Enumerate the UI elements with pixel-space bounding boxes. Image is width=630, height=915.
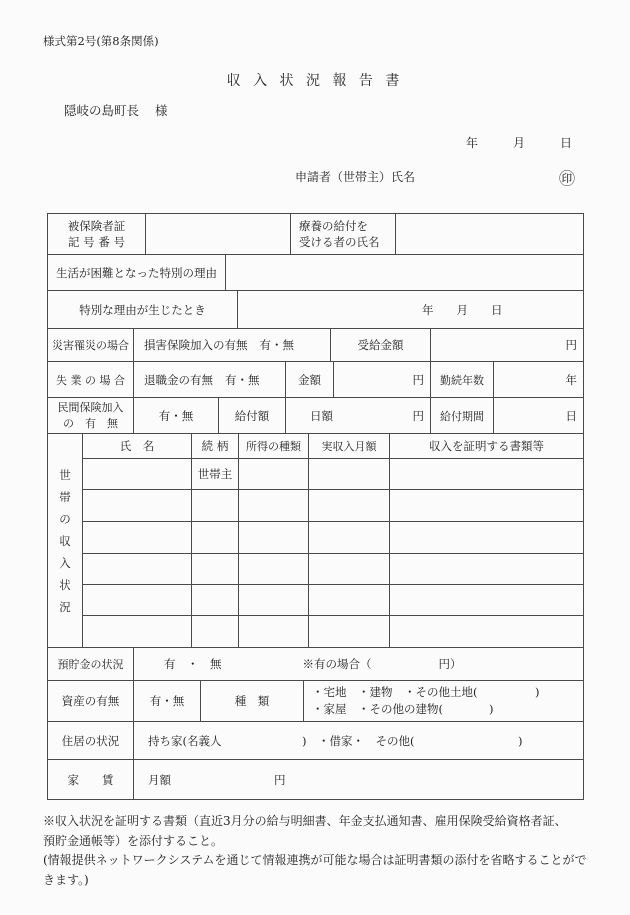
member-name-cell [83,585,191,615]
date-year-label: 年 [466,136,479,150]
reason-date-field [237,291,583,328]
member-row-5 [83,584,583,615]
tenure-unit: 年 [565,372,577,387]
member-relation-cell [191,554,238,584]
assets-type-field [303,681,583,721]
savings-options: 有 ・ 無 [164,657,222,671]
member-documents-cell [389,459,583,489]
household-header-row [83,434,583,458]
reason-date-day: 日 [491,302,503,317]
seal-mark-icon: ㊞ [559,169,576,188]
member-relation-cell [191,616,238,647]
severance-cell [133,362,285,397]
member-relation-cell [191,490,238,520]
member-monthly-income-cell [308,522,389,553]
member-monthly-income-cell [308,585,389,615]
member-name-cell [83,522,191,553]
form-table [47,213,584,800]
savings-label: 預貯金の状況 [57,658,124,671]
assets-type-label: 種 類 [200,681,303,721]
member-relation-cell [191,522,238,553]
disaster-insurance-options: 有・無 [259,338,294,352]
daily-amount-label: 日額 [310,408,333,423]
hardship-reason-field [225,255,583,290]
addressee-line [64,101,168,119]
tenure-label: 勤続年数 [430,362,493,397]
date-month-label: 月 [513,136,526,150]
severance-options: 有・無 [225,372,260,387]
member-relation-cell: 世帯主 [191,459,238,489]
footer-notes [43,812,603,890]
row-unemployment [48,361,583,397]
hardship-reason-label: 生活が困難となった特別の理由 [56,265,217,280]
reason-date-label: 特別な理由が生じたとき [79,302,206,317]
member-relation-cell [191,585,238,615]
row-insured-card [48,214,583,254]
member-name-cell [83,459,191,489]
assets-label: 資産の有無 [61,694,120,708]
member-income-type-cell [238,522,308,553]
row-disaster [48,328,583,361]
row-hardship-reason [48,254,583,290]
member-documents-cell [389,585,583,615]
row-savings [48,647,583,680]
footer-note-line1: ※収入状況を証明する書類（直近3月分の給与明細書、年金支払通知書、雇用保険受給資格者証、 [43,814,567,828]
savings-unit: 円） [438,657,462,671]
disaster-amount-field [430,329,583,361]
member-documents-cell [389,490,583,520]
member-row-6 [83,615,583,647]
disaster-insurance-cell [133,329,330,361]
member-income-type-cell [238,554,308,584]
private-insurance-options: 有・無 [133,398,218,433]
row-private-insurance [48,397,583,433]
addressee-name: 隠岐の島町長 [64,103,140,118]
member-name-cell [83,554,191,584]
member-monthly-income-cell [308,616,389,647]
care-recipient-field [395,214,583,254]
member-row-4 [83,553,583,584]
household-income-section [48,433,583,647]
rent-unit: 円 [274,772,286,787]
assets-type-line2: ・家屋 ・その他の建物( ) [312,702,494,716]
member-monthly-income-cell [308,459,389,489]
unemployment-label: 失 業 の 場 合 [56,373,125,387]
disaster-label: 災害罹災の場合 [52,339,129,352]
insured-card-number-field [145,214,290,254]
form-number: 様式第2号(第8条関係) [43,34,159,48]
tenure-field [493,362,583,397]
private-insurance-label: 民間保険加入 の 有 無 [57,400,124,430]
household-income-vertical-label: 世 帯 の 収 入 状 況 [59,467,71,614]
col-header-name: 氏 名 [119,439,155,454]
disaster-insurance-label: 損害保険加入の有無 [144,338,248,352]
row-reason-date [48,290,583,328]
disaster-amount-unit: 円 [565,338,577,352]
residence-label: 住居の状況 [61,733,120,748]
member-row-3 [83,521,583,553]
footer-note-line3: (情報提供ネットワークシステムを通じて情報連携が可能な場合は証明書類の添付を省略することがで [43,853,587,867]
row-rent [48,759,583,799]
member-documents-cell [389,554,583,584]
member-monthly-income-cell [308,490,389,520]
date-day-label: 日 [560,136,573,150]
member-income-type-cell [238,585,308,615]
reason-date-year: 年 [422,302,434,317]
footer-note-line2: 預貯金通帳等）を添付すること。 [43,833,224,848]
benefit-period-unit: 日 [565,408,577,423]
rent-field [133,760,583,799]
reason-date-month: 月 [456,302,468,317]
member-documents-cell [389,522,583,553]
page-title: 収 入 状 況 報 告 書 [226,73,404,89]
col-header-relation: 続 柄 [191,434,238,458]
severance-amount-field [333,362,430,397]
household-income-table [82,434,583,647]
daily-amount-cell [285,398,430,433]
applicant-name-label: 申請者（世帯主）氏名 [295,170,416,184]
residence-field: 持ち家(名義人 ) ・借家・ その他( ) [133,722,583,759]
member-row-1 [83,458,583,489]
savings-case-label: ※有の場合（ [302,657,372,671]
member-income-type-cell [238,459,308,489]
row-residence [48,721,583,759]
col-header-income-type: 所得の種類 [238,434,308,458]
member-name-cell [83,616,191,647]
rent-monthly-label: 月額 [148,772,171,787]
addressee-honorific: 様 [155,103,168,118]
insured-card-number-label: 被保険者証 記 号 番 号 [67,219,126,249]
severance-label: 退職金の有無 [144,372,213,387]
member-income-type-cell [238,616,308,647]
assets-options: 有・無 [133,681,200,721]
benefit-period-label: 給付期間 [430,398,493,433]
rent-label: 家 賃 [67,772,114,787]
col-header-documents: 収入を証明する書類等 [389,434,583,458]
row-assets [48,680,583,721]
member-documents-cell [389,616,583,647]
member-name-cell [83,490,191,520]
severance-amount-label: 金額 [285,362,333,397]
col-header-monthly-income: 実収入月額 [308,434,389,458]
severance-amount-unit: 円 [412,372,424,387]
benefit-period-field [493,398,583,433]
disaster-amount-label: 受給金額 [330,329,430,361]
member-income-type-cell [238,490,308,520]
care-recipient-label: 療養の給付を 受ける者の氏名 [290,214,395,254]
date-line [466,134,572,151]
daily-amount-unit: 円 [412,408,424,423]
member-monthly-income-cell [308,554,389,584]
assets-type-line1: ・宅地 ・建物 ・その他土地( ) [312,685,540,699]
benefit-amount-label: 給付額 [218,398,285,433]
member-row-2 [83,489,583,520]
footer-note-line4: きます。) [43,872,89,887]
savings-field [133,648,583,680]
